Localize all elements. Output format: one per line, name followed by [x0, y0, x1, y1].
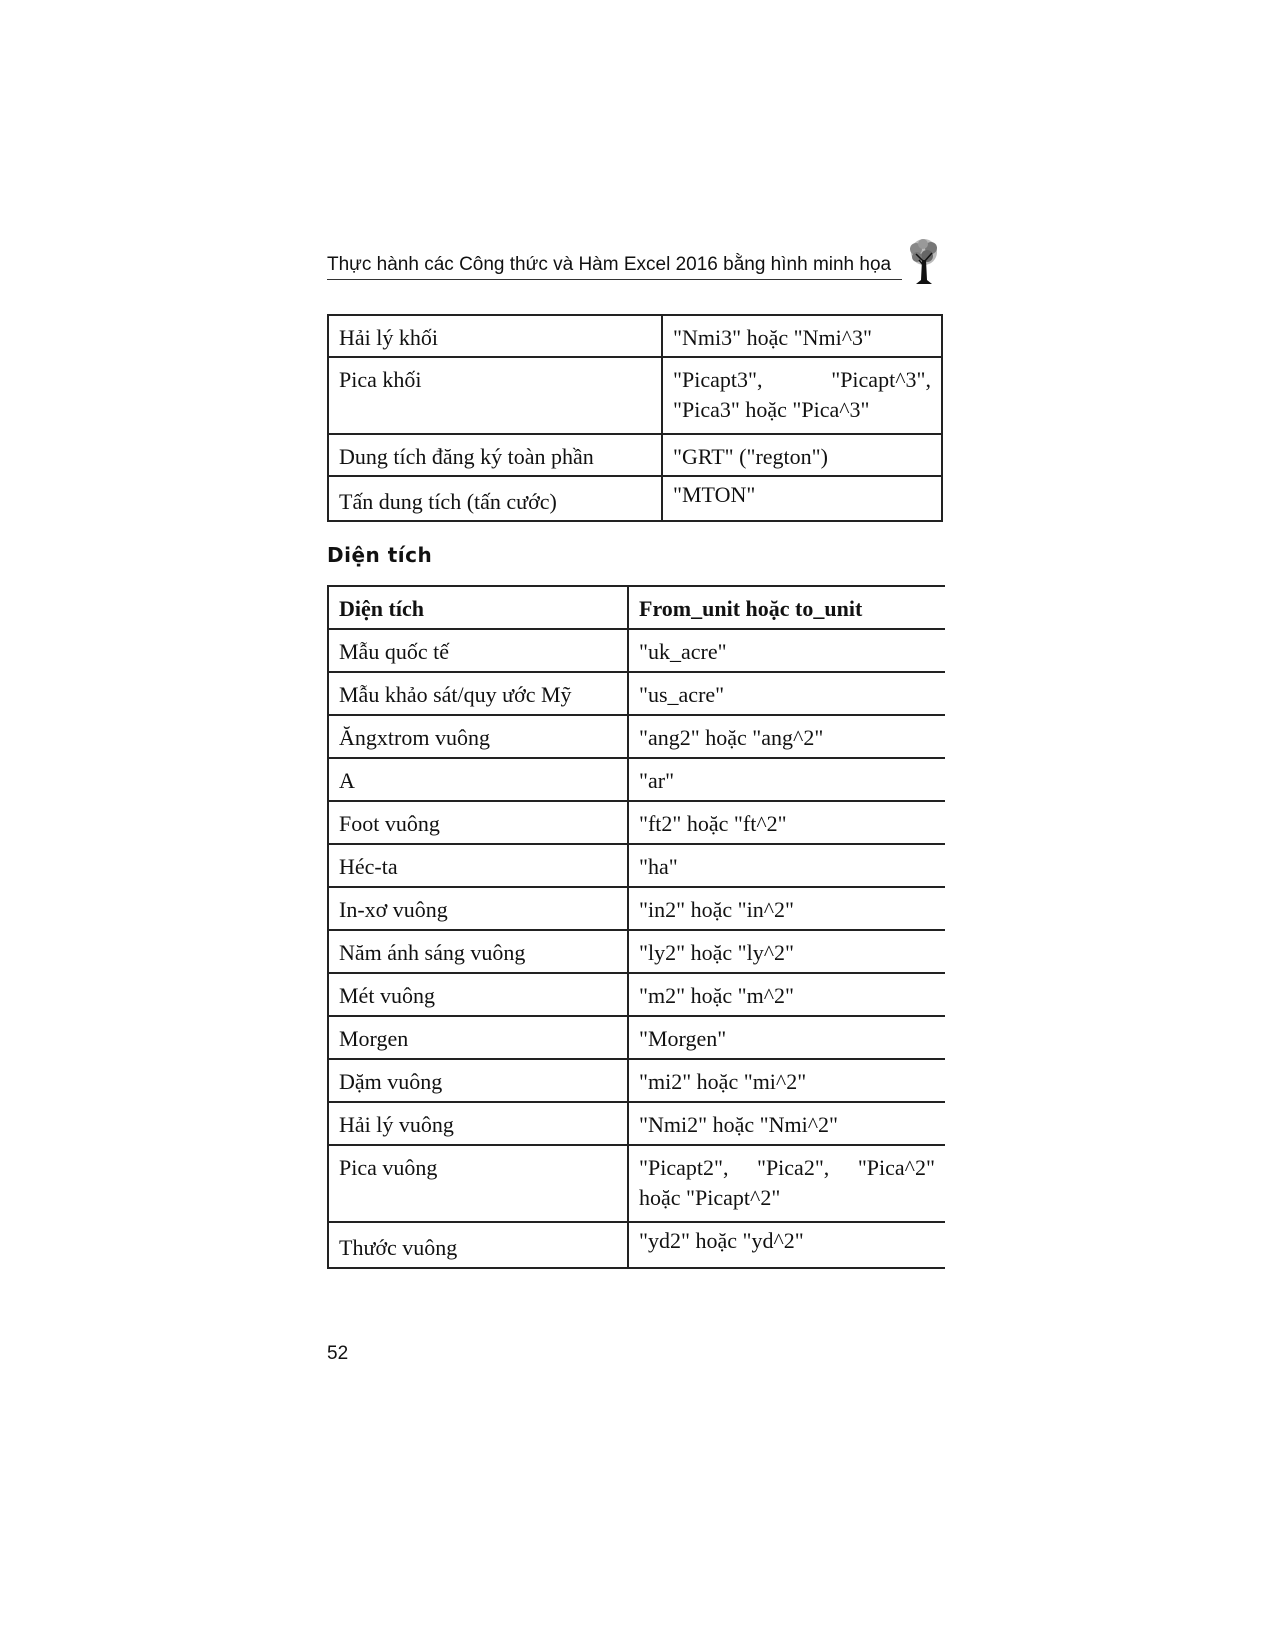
unit-code-part: hoặc "Picapt^2": [639, 1185, 781, 1210]
unit-name-cell: Mẫu khảo sát/quy ước Mỹ: [328, 672, 628, 715]
unit-code-cell: "Nmi3" hoặc "Nmi^3": [662, 315, 942, 357]
unit-code-cell: "us_acre": [628, 672, 945, 715]
column-header-name: Diện tích: [328, 586, 628, 629]
running-header: Thực hành các Công thức và Hàm Excel 2016 bằng hình minh họa: [327, 253, 902, 280]
table-row: [328, 801, 945, 844]
unit-code-part: "Picapt2",: [639, 1155, 729, 1180]
unit-code-cell: "Morgen": [628, 1016, 945, 1059]
table-row: [328, 1145, 945, 1222]
unit-code-cell: "mi2" hoặc "mi^2": [628, 1059, 945, 1102]
unit-code-cell: "ar": [628, 758, 945, 801]
unit-code-cell: "Nmi2" hoặc "Nmi^2": [628, 1102, 945, 1145]
unit-name-cell: Dung tích đăng ký toàn phần: [328, 434, 662, 476]
unit-name-cell: A: [328, 758, 628, 801]
unit-name-cell: Foot vuông: [328, 801, 628, 844]
unit-code-cell: "MTON": [662, 476, 942, 521]
unit-code-cell: [662, 357, 942, 434]
table-row: [328, 887, 945, 930]
unit-code-cell: "in2" hoặc "in^2": [628, 887, 945, 930]
column-header-unit: From_unit hoặc to_unit: [628, 586, 945, 629]
unit-code-cell: "ft2" hoặc "ft^2": [628, 801, 945, 844]
unit-code-cell: "yd2" hoặc "yd^2": [628, 1222, 945, 1268]
table-row: [328, 476, 942, 521]
table-row: [328, 672, 945, 715]
table-row: [328, 715, 945, 758]
unit-code-part: "Pica3" hoặc "Pica^3": [673, 397, 870, 422]
table-row: [328, 1016, 945, 1059]
volume-units-table: [327, 314, 943, 522]
unit-name-cell: Héc-ta: [328, 844, 628, 887]
table-row: [328, 629, 945, 672]
section-heading: Diện tích: [327, 543, 433, 567]
table-row: [328, 930, 945, 973]
table-row: [328, 973, 945, 1016]
page-number: 52: [327, 1343, 349, 1364]
table-row: [328, 844, 945, 887]
unit-name-cell: Thước vuông: [328, 1222, 628, 1268]
unit-name-cell: Ăngxtrom vuông: [328, 715, 628, 758]
table-row: [328, 357, 942, 434]
unit-code-line: [639, 1153, 935, 1183]
table-row: [328, 1102, 945, 1145]
unit-name-cell: In-xơ vuông: [328, 887, 628, 930]
unit-name-cell: Hải lý khối: [328, 315, 662, 357]
table-row: [328, 758, 945, 801]
unit-code-part: "Pica2",: [756, 1155, 830, 1180]
unit-code-cell: "ang2" hoặc "ang^2": [628, 715, 945, 758]
unit-name-cell: Mẫu quốc tế: [328, 629, 628, 672]
unit-code-cell: "uk_acre": [628, 629, 945, 672]
unit-name-cell: Morgen: [328, 1016, 628, 1059]
unit-code-cell: "ha": [628, 844, 945, 887]
unit-name-cell: Năm ánh sáng vuông: [328, 930, 628, 973]
unit-name-cell: Pica vuông: [328, 1145, 628, 1222]
unit-code-cell: "m2" hoặc "m^2": [628, 973, 945, 1016]
unit-name-cell: Dặm vuông: [328, 1059, 628, 1102]
unit-code-part: "Picapt3",: [673, 367, 763, 392]
unit-name-cell: Mét vuông: [328, 973, 628, 1016]
unit-code-part: "Pica^2": [857, 1155, 935, 1180]
table-row: [328, 434, 942, 476]
tree-icon: [903, 236, 945, 286]
unit-name-cell: Pica khối: [328, 357, 662, 434]
unit-code-cell: "ly2" hoặc "ly^2": [628, 930, 945, 973]
unit-name-cell: Tấn dung tích (tấn cước): [328, 476, 662, 521]
table-row: [328, 1059, 945, 1102]
unit-code-cell: [628, 1145, 945, 1222]
area-units-table: [327, 585, 945, 1269]
table-row: [328, 1222, 945, 1268]
table-header-row: [328, 586, 945, 629]
table-row: [328, 315, 942, 357]
unit-name-cell: Hải lý vuông: [328, 1102, 628, 1145]
unit-code-part: "Picapt^3",: [831, 367, 931, 392]
unit-code-cell: "GRT" ("regton"): [662, 434, 942, 476]
